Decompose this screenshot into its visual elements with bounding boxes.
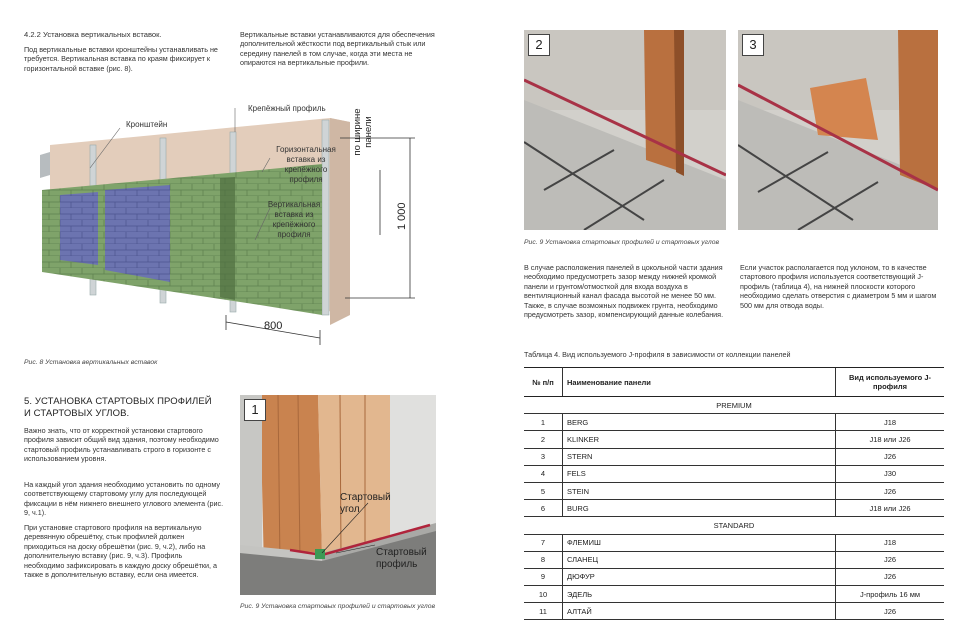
- label-starter-profile: Стартовый профиль: [376, 547, 427, 570]
- paragraph-joints: При установке стартового профиля на вертикальную деревянную обрешётку, стык профилей должен приходиться на доску обрешётки (рис. 9, ч.2), либо на дополнительную вставку (рис. 9, ч.3). Профиль необходимо зафиксировать в каждую доску обрешётки, а также в дополнительную вставку, если она имеется.: [24, 523, 218, 580]
- table-row: 11 АЛТАЙ J26: [524, 603, 944, 620]
- subsection-heading: 4.2.2 Установка вертикальных вставок.: [24, 30, 162, 39]
- table-row: 3 STERN J26: [524, 448, 944, 465]
- table-header-number: № п/п: [524, 368, 563, 397]
- table-group-premium: PREMIUM: [524, 397, 944, 414]
- table-row: 1 BERG J18: [524, 414, 944, 431]
- figure-8-caption: Рис. 8 Установка вертикальных вставок: [24, 359, 158, 366]
- table-group-standard: STANDARD: [524, 517, 944, 534]
- table-row: 10 ЭДЕЛЬ J-профиль 16 мм: [524, 586, 944, 603]
- table-row: 5 STEIN J26: [524, 482, 944, 499]
- table-header-profile: Вид используемого J-профиля: [836, 368, 945, 397]
- table-4: [524, 367, 944, 620]
- table-row: 9 ДЮФУР J26: [524, 568, 944, 585]
- table-row: 6 BURG J18 или J26: [524, 500, 944, 517]
- table-row: 8 СЛАНЕЦ J26: [524, 551, 944, 568]
- photo-2-badge: 2: [528, 34, 550, 56]
- label-starter-corner: Стартовый угол: [340, 492, 391, 515]
- photo-3: [738, 30, 938, 230]
- paragraph-brackets: Под вертикальные вставки кронштейны устанавливать не требуется. Вертикальная вставка по краям фиксирует к горизонтальной вставке (рис. 8).: [24, 45, 218, 73]
- paragraph-plinth-gap: В случае расположения панелей в цокольной части здания необходимо предусмотреть зазор между нижней кромкой панели и грунтом/отмосткой для входа воздуха в вентиляционный канал фасада высотой не менее 50 мм. Также, в случае возможных подвижек грунта, необходимо предусмотреть зазор, компенсирующий данные колебания.: [524, 263, 724, 320]
- horizontal-insert-blue: [60, 192, 98, 265]
- paragraph-vertical-inserts: Вертикальные вставки устанавливаются для обеспечения дополнительной жёсткости под вертикальный стык или середину панелей в том случае, когда эти места не опираются на вертикальные профили.: [240, 30, 435, 68]
- photo-2: [524, 30, 726, 230]
- figure-9-caption: Рис. 9 Установка стартовых профилей и стартовых углов: [524, 239, 720, 246]
- label-bracket: Кронштейн: [126, 120, 168, 129]
- paragraph-slope: Если участок располагается под уклоном, то в качестве стартового профиля используется соответствующий J-профиль (таблица 4), на нижней плоскости которого необходимо сделать отверстия с диаметром 5 мм и шагом 500 мм для отвода воды.: [740, 263, 937, 310]
- dimension-bottom: 800: [264, 320, 283, 332]
- label-horizontal-insert: Горизонтальная вставка из крепёжного профиля: [276, 145, 336, 184]
- photo-1-caption: Рис. 9 Установка стартовых профилей и стартовых углов: [240, 603, 436, 610]
- dimension-panel-width: по ширине панели: [352, 108, 374, 156]
- vertical-insert-blue: [105, 185, 170, 282]
- section-title: 5. УСТАНОВКА СТАРТОВЫХ ПРОФИЛЕЙ И СТАРТОВЫХ УГЛОВ.: [24, 396, 212, 419]
- paragraph-importance: Важно знать, что от корректной установки стартового профиля зависит общий вид здания, поэтому необходимо стартовый профиль устанавливать строго в горизонте с использованием уровня.: [24, 426, 219, 464]
- dimension-height: 1 000: [396, 202, 408, 230]
- table-row: 4 FELS J30: [524, 465, 944, 482]
- photo-1-badge: 1: [244, 399, 266, 421]
- table-header-panel: Наименование панели: [563, 368, 836, 397]
- table-title: Таблица 4. Вид используемого J-профиля в зависимости от коллекции панелей: [524, 350, 791, 359]
- label-mounting-profile: Крепёжный профиль: [248, 104, 326, 113]
- photo-1: [240, 395, 436, 595]
- label-vertical-insert: Вертикальная вставка из крепёжного профиля: [267, 200, 321, 239]
- paragraph-corners: На каждый угол здания необходимо установить по одному соответствующему стартовому углу для последующей фиксации в нём нижнего внешнего углового элемента (рис. 9, ч.1).: [24, 480, 224, 518]
- table-row: 7 ФЛЕМИШ J18: [524, 534, 944, 551]
- table-row: 2 KLINKER J18 или J26: [524, 431, 944, 448]
- photo-3-badge: 3: [742, 34, 764, 56]
